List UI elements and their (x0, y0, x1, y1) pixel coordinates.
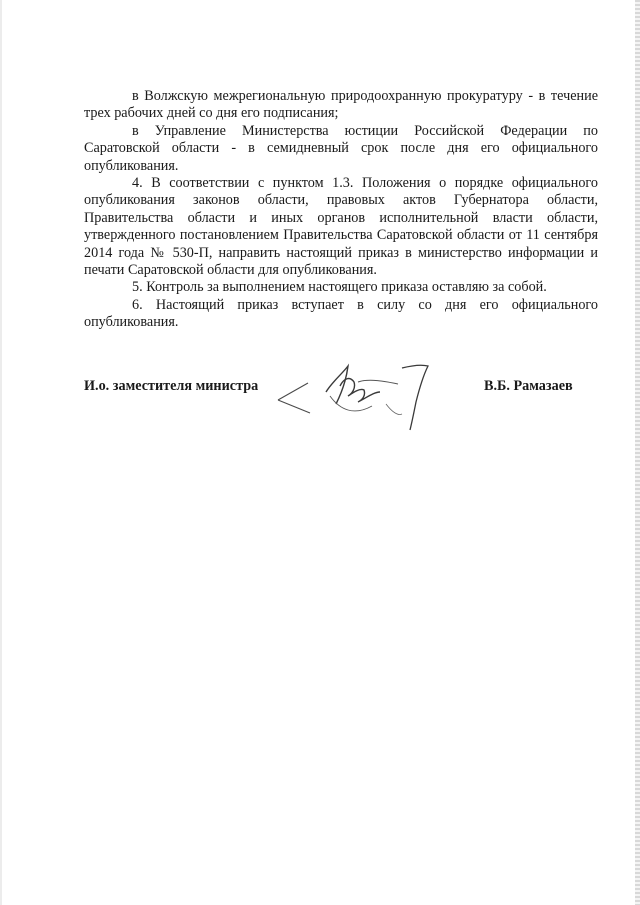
signatory-title: И.о. заместителя министра (84, 378, 259, 394)
scan-edge-right (635, 0, 640, 905)
paragraph-item-5: 5. Контроль за выполнением настоящего приказа оставляю за собой. (132, 279, 547, 296)
signatory-name: В.Б. Рамазаев (484, 378, 573, 394)
paragraph-item-4: 4. В соответствии с пунктом 1.3. Положения о порядке официального опубликования законов области, правовых актов Губернатора области, Правительства области и иных органов исполнительной власти области, утвержденного постановлением Правительства Саратовской области от 11 сентября 2014 года № 530-П, направить настоящий приказ в министерство информации и печати Саратовской области для опубликования. (84, 175, 598, 279)
paragraph-prosecutor-office: в Волжскую межрегиональную природоохранную прокуратуру - в течение трех рабочих дней со дня его подписания; (84, 88, 598, 122)
document-body (84, 88, 598, 332)
signature-block (84, 376, 598, 446)
handwritten-signature (270, 352, 446, 444)
paragraph-justice-ministry: в Управление Министерства юстиции Российской Федерации по Саратовской области - в семидневный срок после дня его официального опубликования. (84, 122, 598, 174)
paragraph-item-6: 6. Настоящий приказ вступает в силу со дня его официального опубликования. (84, 296, 598, 331)
scan-edge-left (0, 0, 2, 905)
